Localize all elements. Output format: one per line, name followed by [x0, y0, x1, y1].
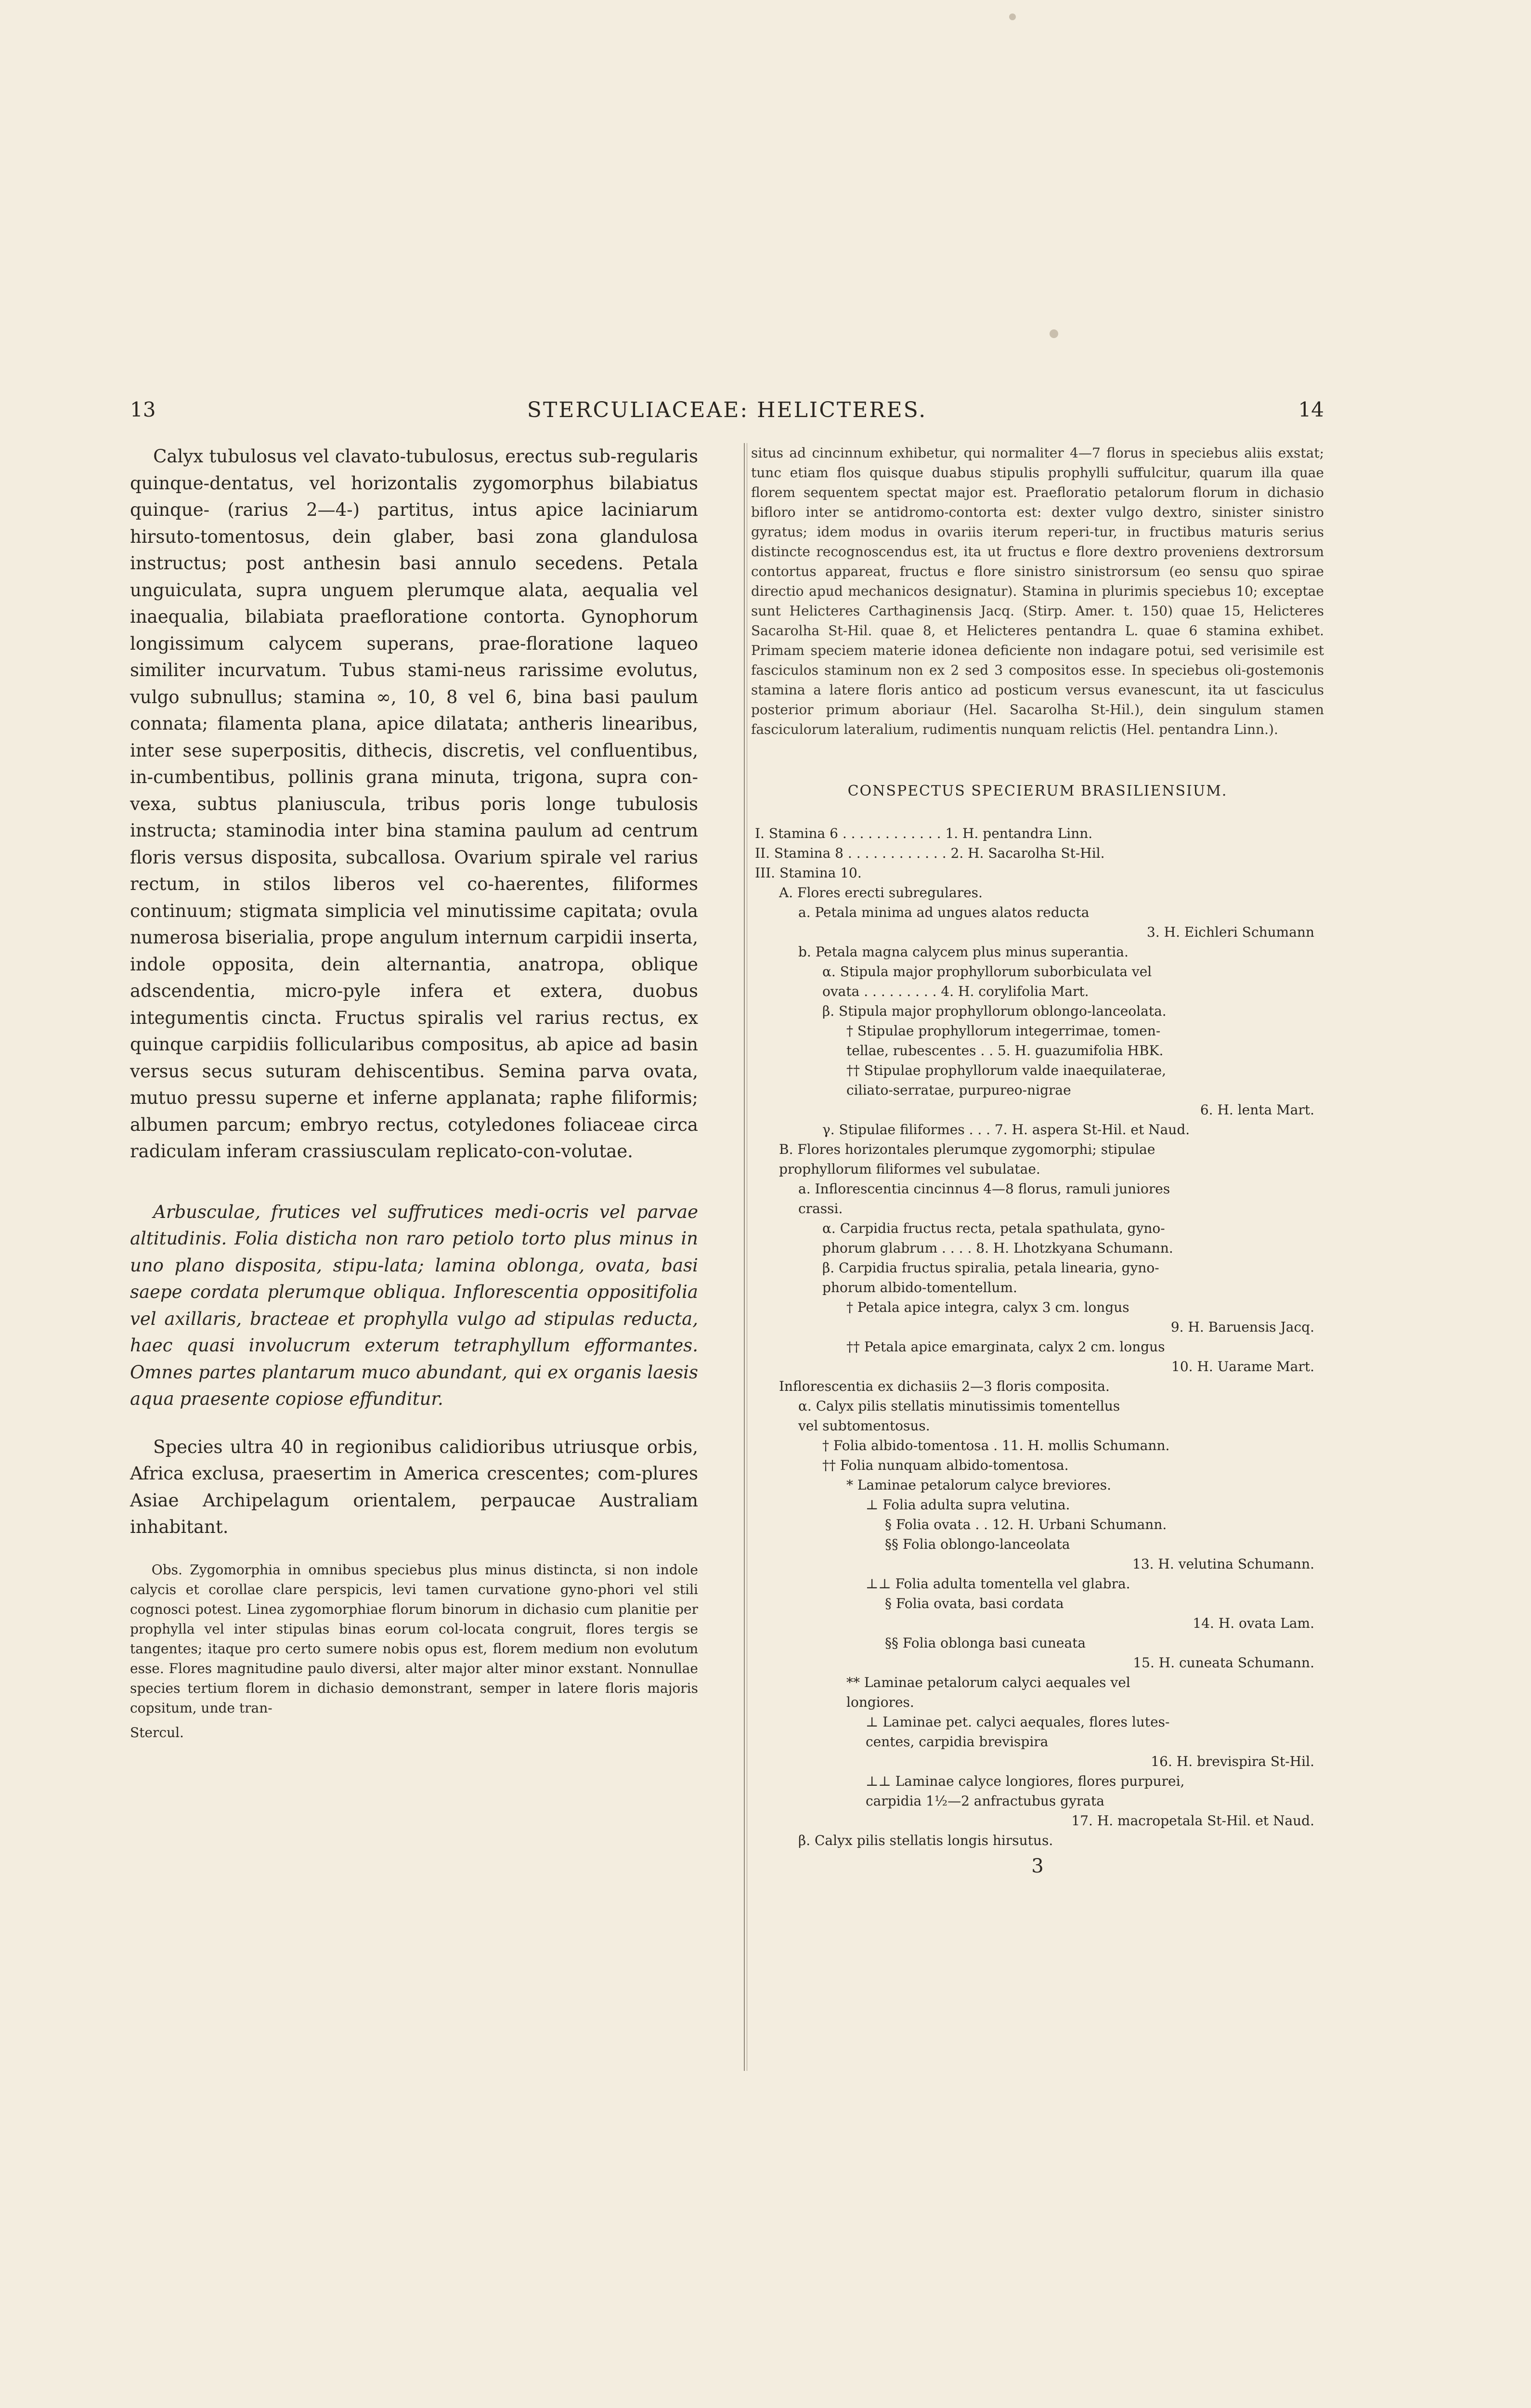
column-divider	[744, 443, 745, 2071]
key-line: § Folia ovata, basi cordata	[885, 1596, 1064, 1611]
key-line: I. Stamina 6 . . . . . . . . . . . . 1. H. pentandra Linn.	[755, 825, 1093, 841]
key-line: ⊥ Folia adulta supra velutina.	[866, 1497, 1070, 1513]
key-line: III. Stamina 10.	[755, 865, 862, 881]
observation-note: Obs. Zygomorphia in omnibus speciebus plus minus distincta, si non indole calycis et corollae clare perspicis, levi tamen curvatione gyno-phori vel stili cognosci potest. Linea zygomorphiae florum binorum in dichasio cum planitie per prophylla vel inter stipulas binas eorum col-locata congruit, flores tergis se tangentes; itaque pro certo sumere nobis opus est, florem medium non evolutum esse. Flores magnitudine paulo diversi, alter major alter minor exstant. Nonnullae species tertium florem in dichasio demonstrant, semper in latere floris majoris copsitum, unde tran-	[130, 1561, 698, 1716]
key-line: α. Calyx pilis stellatis minutissimis tomentellus	[798, 1398, 1120, 1414]
key-line: phorum glabrum . . . . 8. H. Lhotzkyana Schumann.	[822, 1240, 1173, 1256]
key-line: b. Petala magna calycem plus minus superantia.	[798, 944, 1129, 960]
right-column	[751, 443, 1324, 2100]
running-title: STERCULIACEAE: HELICTERES.	[527, 398, 927, 422]
column-divider	[747, 443, 748, 2071]
page-number-right: 14	[1298, 398, 1324, 421]
key-line: †† Petala apice emarginata, calyx 2 cm. longus	[846, 1339, 1165, 1355]
key-line: A. Flores erecti subregulares.	[779, 885, 983, 901]
key-line: α. Carpidia fructus recta, petala spathulata, gyno-	[822, 1220, 1165, 1236]
key-line: §§ Folia oblongo-lanceolata	[885, 1536, 1070, 1552]
key-line: † Stipulae prophyllorum integerrimae, tomen-	[846, 1023, 1161, 1039]
catchword: Stercul.	[130, 1724, 184, 1741]
key-line: crassi.	[798, 1201, 843, 1217]
key-line: α. Stipula major prophyllorum suborbiculata vel	[822, 964, 1152, 980]
speck-ornament	[1050, 329, 1058, 338]
key-line: β. Stipula major prophyllorum oblongo-lanceolata.	[822, 1003, 1167, 1019]
key-line: †† Stipulae prophyllorum valde inaequilaterae,	[846, 1062, 1166, 1078]
key-line: § Folia ovata . . 12. H. Urbani Schumann.	[885, 1517, 1167, 1532]
key-line: a. Petala minima ad ungues alatos reducta	[798, 904, 1090, 920]
continuation-paragraph: situs ad cincinnum exhibetur, qui normaliter 4—7 florus in speciebus aliis exstat; tunc etiam flos quisque duabus stipulis prophylli suffulcitur, quarum illa quae florem sequentem spectat major est. Praefloratio petalorum florum in dichasio bifloro inter se antidromo-contorta est: dexter vulgo dextro, sinister sinistro gyratus; idem modus in ovariis iterum reperi-tur, in fructibus maturis serius distincte recognoscendus est, ita ut fructus e flore dextro proveniens dextrorsum contortus appareat, fructus e flore sinistro sinistrorsum (eo sensu quo spirae directio apud mechanicos designatur). Stamina in plurimis speciebus 10; exceptae sunt Helicteres Carthaginensis Jacq. (Stirp. Amer. t. 150) quae 15, Helicteres Sacarolha St-Hil. quae 8, et Helicteres pentandra L. quae 6 stamina exhibet. Primam speciem materie idonea deficiente non indagare potui, sed verisimile est fasciculos staminum non ex 2 sed 3 compositos esse. In speciebus oli-gostemonis stamina a latere floris antico ad posticum versus evanescunt, ita ut fasciculus posterior primum aboriaur (Hel. Sacarolha St-Hil.), dein singulum stamen fasciculorum lateralium, rudimentis nunquam relictis (Hel. pentandra Linn.).	[751, 445, 1324, 737]
left-column	[130, 443, 698, 2138]
key-line: B. Flores horizontales plerumque zygomorphi; stipulae	[779, 1141, 1155, 1157]
key-line: a. Inflorescentia cincinnus 4—8 florus, ramuli juniores	[798, 1181, 1170, 1197]
key-line: ** Laminae petalorum calyci aequales vel	[846, 1675, 1130, 1690]
key-line: ⊥⊥ Folia adulta tomentella vel glabra.	[866, 1576, 1130, 1592]
key-line: vel subtomentosus.	[798, 1418, 930, 1434]
key-line: II. Stamina 8 . . . . . . . . . . . . 2. H. Sacarolha St-Hil.	[755, 845, 1105, 861]
key-line: 9. H. Baruensis Jacq.	[1170, 1319, 1314, 1335]
key-line: † Folia albido-tomentosa . 11. H. mollis Schumann.	[822, 1438, 1170, 1453]
speck-ornament	[1009, 13, 1016, 20]
key-line: †† Folia nunquam albido-tomentosa.	[822, 1457, 1069, 1473]
key-line: ciliato-serratae, purpureo-nigrae	[846, 1082, 1071, 1098]
key-line: 10. H. Uarame Mart.	[1171, 1359, 1314, 1374]
key-line: Inflorescentia ex dichasiis 2—3 floris composita.	[779, 1378, 1110, 1394]
running-header	[130, 398, 1324, 427]
key-line: prophyllorum filiformes vel subulatae.	[779, 1161, 1040, 1177]
key-line: 6. H. lenta Mart.	[1200, 1102, 1314, 1118]
key-line: 3. H. Eichleri Schumann	[1147, 924, 1314, 940]
key-line: phorum albido-tomentellum.	[822, 1280, 1017, 1296]
key-line: 15. H. cuneata Schumann.	[1133, 1655, 1314, 1671]
species-key	[751, 824, 1324, 1850]
key-line: carpidia 1½—2 anfractubus gyrata	[866, 1793, 1104, 1809]
page-number-left: 13	[130, 398, 156, 421]
key-line: centes, carpidia brevispira	[866, 1734, 1049, 1750]
key-line: * Laminae petalorum calyce breviores.	[846, 1477, 1112, 1493]
key-line: β. Carpidia fructus spiralia, petala linearia, gyno-	[822, 1260, 1159, 1276]
key-line: ⊥⊥ Laminae calyce longiores, flores purpurei,	[866, 1773, 1185, 1789]
key-line: longiores.	[846, 1694, 914, 1710]
key-line: tellae, rubescentes . . 5. H. guazumifolia HBK.	[846, 1043, 1164, 1059]
habit-paragraph: Arbusculae, frutices vel suffrutices medi-ocris vel parvae altitudinis. Folia disticha non raro petiolo torto plus minus in uno plano disposita, stipu-lata; lamina oblonga, ovata, basi saepe cordata plerumque obliqua. Inflorescentia oppositifolia vel axillaris, bracteae et prophylla vulgo ad stipulas reducta, haec quasi involucrum exterum tetraphyllum efformantes. Omnes partes plantarum muco abundant, qui ex organis laesis aqua praesente copiose effunditur.	[130, 1201, 698, 1409]
key-line: 14. H. ovata Lam.	[1193, 1615, 1314, 1631]
distribution-paragraph: Species ultra 40 in regionibus calidioribus utriusque orbis, Africa exclusa, praesertim in America crescentes; com-plures Asiae Archipelagum orientalem, perpaucae Australiam inhabitant.	[130, 1436, 698, 1537]
key-line: ⊥ Laminae pet. calyci aequales, flores lutes-	[866, 1714, 1170, 1730]
signature-mark: 3	[1031, 1855, 1044, 1877]
key-line: β. Calyx pilis stellatis longis hirsutus.	[798, 1832, 1053, 1848]
key-line: † Petala apice integra, calyx 3 cm. longus	[846, 1299, 1129, 1315]
description-paragraph: Calyx tubulosus vel clavato-tubulosus, erectus sub-regularis quinque-dentatus, vel horizontalis zygomorphus bilabiatus quinque- (rarius 2—4-) partitus, intus apice laciniarum hirsuto-tomentosus, dein glaber, basi zona glandulosa instructus; post anthesin basi annulo secedens. Petala unguiculata, supra unguem plerumque alata, aequalia vel inaequalia, bilabiata praefloratione contorta. Gynophorum longissimum calycem superans, prae-floratione laqueo similiter incurvatum. Tubus stami-neus rarissime evolutus, vulgo subnullus; stamina ∞, 10, 8 vel 6, bina basi paulum connata; filamenta plana, apice dilatata; antheris linearibus, inter sese superpositis, dithecis, discretis, vel confluentibus, in-cumbentibus, pollinis grana minuta, trigona, supra con-vexa, subtus planiuscula, tribus poris longe tubulosis instructa; staminodia inter bina stamina paulum ad centrum floris versus disposita, subcallosa. Ovarium spirale vel rarius rectum, in stilos liberos vel co-haerentes, filiformes continuum; stigmata simplicia vel minutissime capitata; ovula numerosa biserialia, prope angulum internum carpidii inserta, indole opposita, dein alternantia, anatropa, oblique adscendentia, micro-pyle infera et extera, duobus integumentis cincta. Fructus spiralis vel rarius rectus, ex quinque carpidiis follicularibus compositus, ab apice ad basin versus secus suturam dehiscentibus. Semina parva ovata, mutuo pressu superne et inferne applanata; raphe filiformis; albumen parcum; embryo rectus, cotyledones foliaceae circa radiculam inferam crassiusculam replicato-con-volutae.	[130, 446, 698, 1162]
key-line: 13. H. velutina Schumann.	[1132, 1556, 1314, 1572]
key-line: 16. H. brevispira St-Hil.	[1151, 1754, 1314, 1769]
key-line: ovata . . . . . . . . . 4. H. corylifolia Mart.	[822, 983, 1089, 999]
key-line: §§ Folia oblonga basi cuneata	[885, 1635, 1086, 1651]
key-line: γ. Stipulae filiformes . . . 7. H. aspera St-Hil. et Naud.	[822, 1122, 1190, 1138]
key-line: 17. H. macropetala St-Hil. et Naud.	[1071, 1813, 1314, 1829]
conspectus-title: CONSPECTUS SPECIERUM BRASILIENSIUM.	[847, 783, 1228, 799]
